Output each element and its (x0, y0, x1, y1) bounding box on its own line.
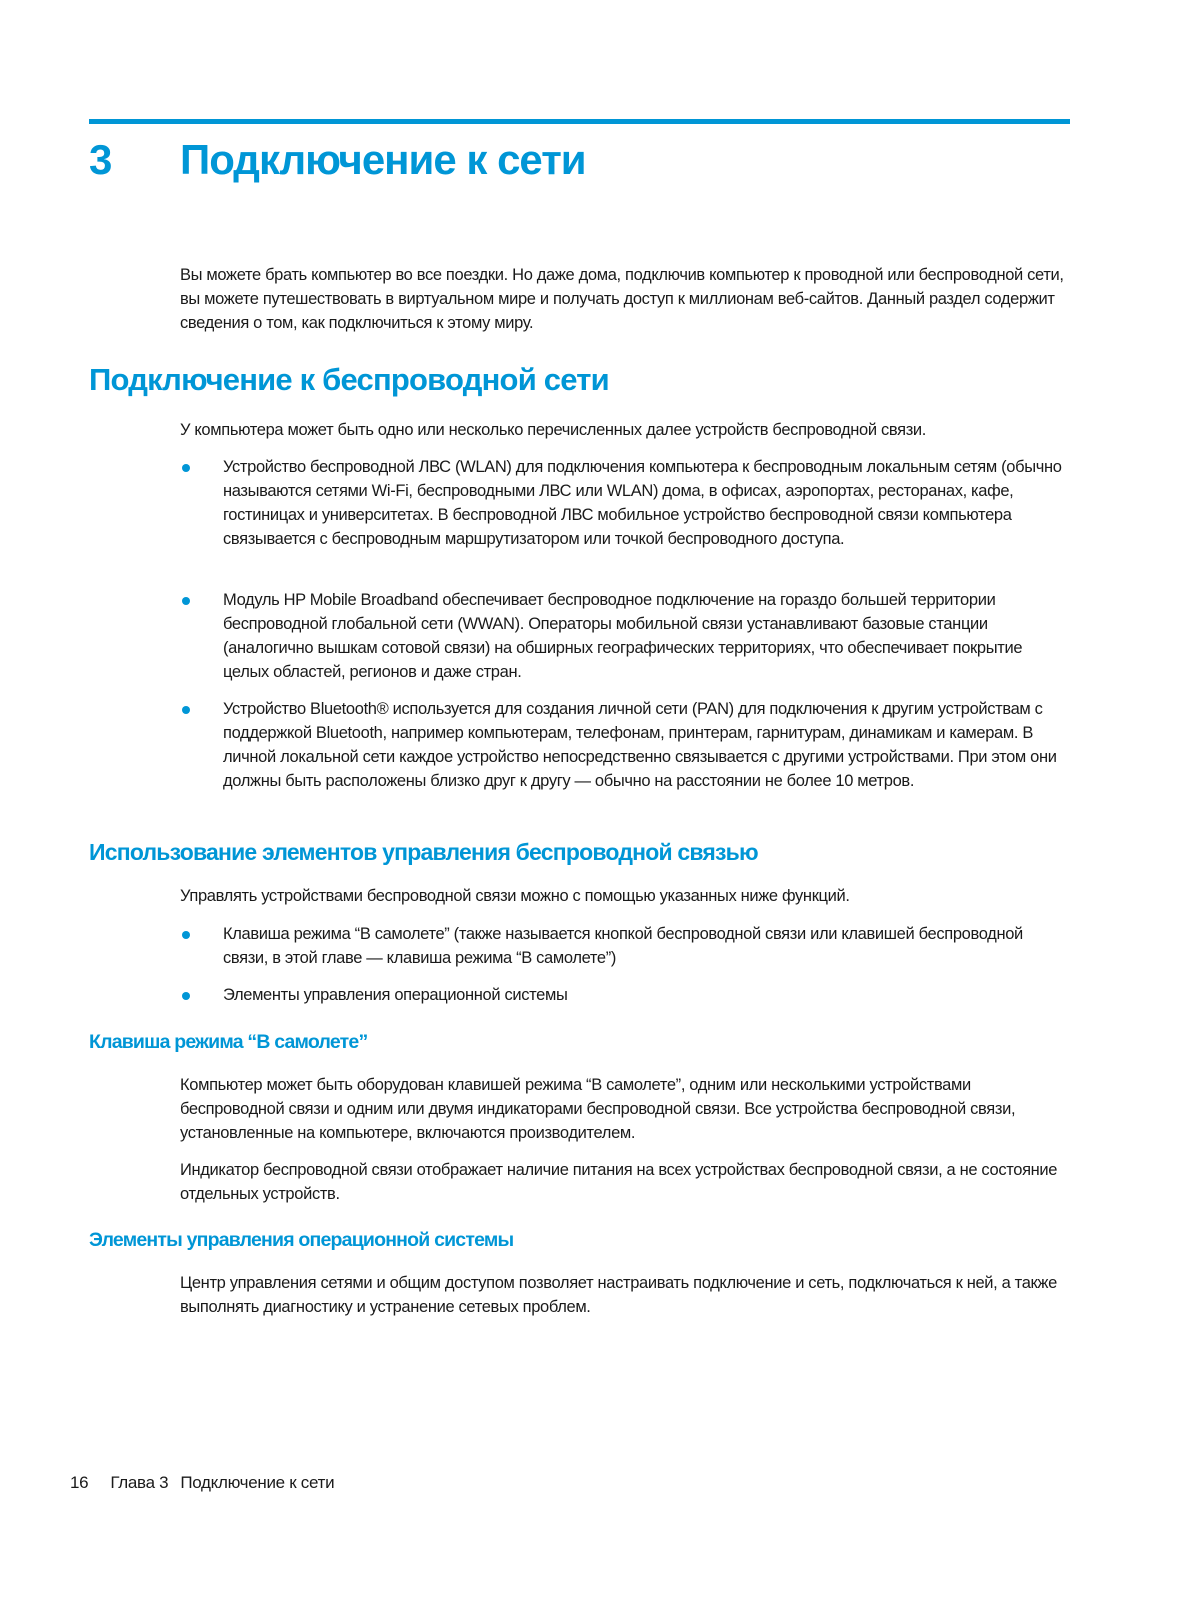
chapter-title-text: Подключение к сети (180, 136, 586, 183)
section-heading-controls: Использование элементов управления беспроводной связью (89, 839, 758, 865)
page-footer (70, 1473, 356, 1493)
bullet-text: Клавиша режима “В самолете” (также называется кнопкой беспроводной связи или клавишей беспроводной связи, в этой главе — клавиша режима “В самолете”) (223, 925, 1023, 967)
os-paragraph: Центр управления сетями и общим доступом позволяет настраивать подключение и сеть, подключаться к ней, а также выполнять диагностику и устранение сетевых проблем. (180, 1274, 1057, 1316)
bullet-icon (182, 464, 190, 472)
airplane-paragraph: Компьютер может быть оборудован клавишей режима “В самолете”, одним или несколькими устройствами беспроводной связи и одним или двумя индикаторами беспроводной связи. Все устройства беспроводной связи, установленные на компьютере, включаются производителем. (180, 1076, 1016, 1142)
footer-title: Подключение к сети (180, 1473, 335, 1492)
bullet-text: Элементы управления операционной системы (223, 986, 568, 1004)
bullet-item (180, 983, 1070, 1007)
bullet-icon (182, 706, 190, 714)
page-number: 16 (70, 1473, 89, 1492)
chapter-title (89, 136, 586, 184)
wireless-lead: У компьютера может быть одно или несколько перечисленных далее устройств беспроводной связи. (180, 421, 927, 439)
bullet-item (180, 697, 1070, 793)
bullet-text: Устройство беспроводной ЛВС (WLAN) для подключения компьютера к беспроводным локальным сетям (обычно называются сетями Wi-Fi, беспроводными ЛВС или WLAN) дома, в офисах, аэропортах, ресторанах, кафе, гостиницах и университетах. В беспроводной ЛВС мобильное устройство беспроводной связи компьютера связывается с беспроводным маршрутизатором или точкой беспроводного доступа. (223, 458, 1062, 548)
bullet-icon (182, 597, 190, 605)
chapter-rule (89, 119, 1070, 124)
bullet-item (180, 455, 1070, 551)
chapter-number: 3 (89, 136, 112, 183)
section-heading-os: Элементы управления операционной системы (89, 1229, 514, 1251)
airplane-paragraph: Индикатор беспроводной связи отображает наличие питания на всех устройствах беспроводной связи, а не состояние отдельных устройств. (180, 1161, 1058, 1203)
intro-paragraph: Вы можете брать компьютер во все поездки. Но даже дома, подключив компьютер к проводной или беспроводной сети, вы можете путешествовать в виртуальном мире и получать доступ к миллионам веб-сайтов. Данный раздел содержит сведения о том, как подключиться к этому миру. (180, 266, 1064, 332)
bullet-icon (182, 992, 190, 1000)
controls-lead: Управлять устройствами беспроводной связи можно с помощью указанных ниже функций. (180, 887, 850, 905)
bullet-item (180, 922, 1070, 970)
section-heading-airplane: Клавиша режима “В самолете” (89, 1031, 368, 1053)
bullet-item (180, 588, 1070, 684)
footer-chapter: Глава 3 (110, 1473, 169, 1492)
bullet-text: Устройство Bluetooth® используется для создания личной сети (PAN) для подключения к другим устройствам с поддержкой Bluetooth, например компьютерам, телефонам, принтерам, гарнитурам, динамикам и камерам. В личной локальной сети каждое устройство непосредственно связывается с другими устройствами. При этом они должны быть расположены близко друг к другу — обычно на расстоянии не более 10 метров. (223, 700, 1057, 790)
bullet-icon (182, 931, 190, 939)
bullet-text: Модуль HP Mobile Broadband обеспечивает беспроводное подключение на гораздо большей территории беспроводной глобальной сети (WWAN). Операторы мобильной связи устанавливают базовые станции (аналогично вышкам сотовой связи) на обширных географических территориях, что обеспечивает покрытие целых областей, регионов и даже стран. (223, 591, 1023, 681)
section-heading-wireless: Подключение к беспроводной сети (89, 362, 609, 397)
